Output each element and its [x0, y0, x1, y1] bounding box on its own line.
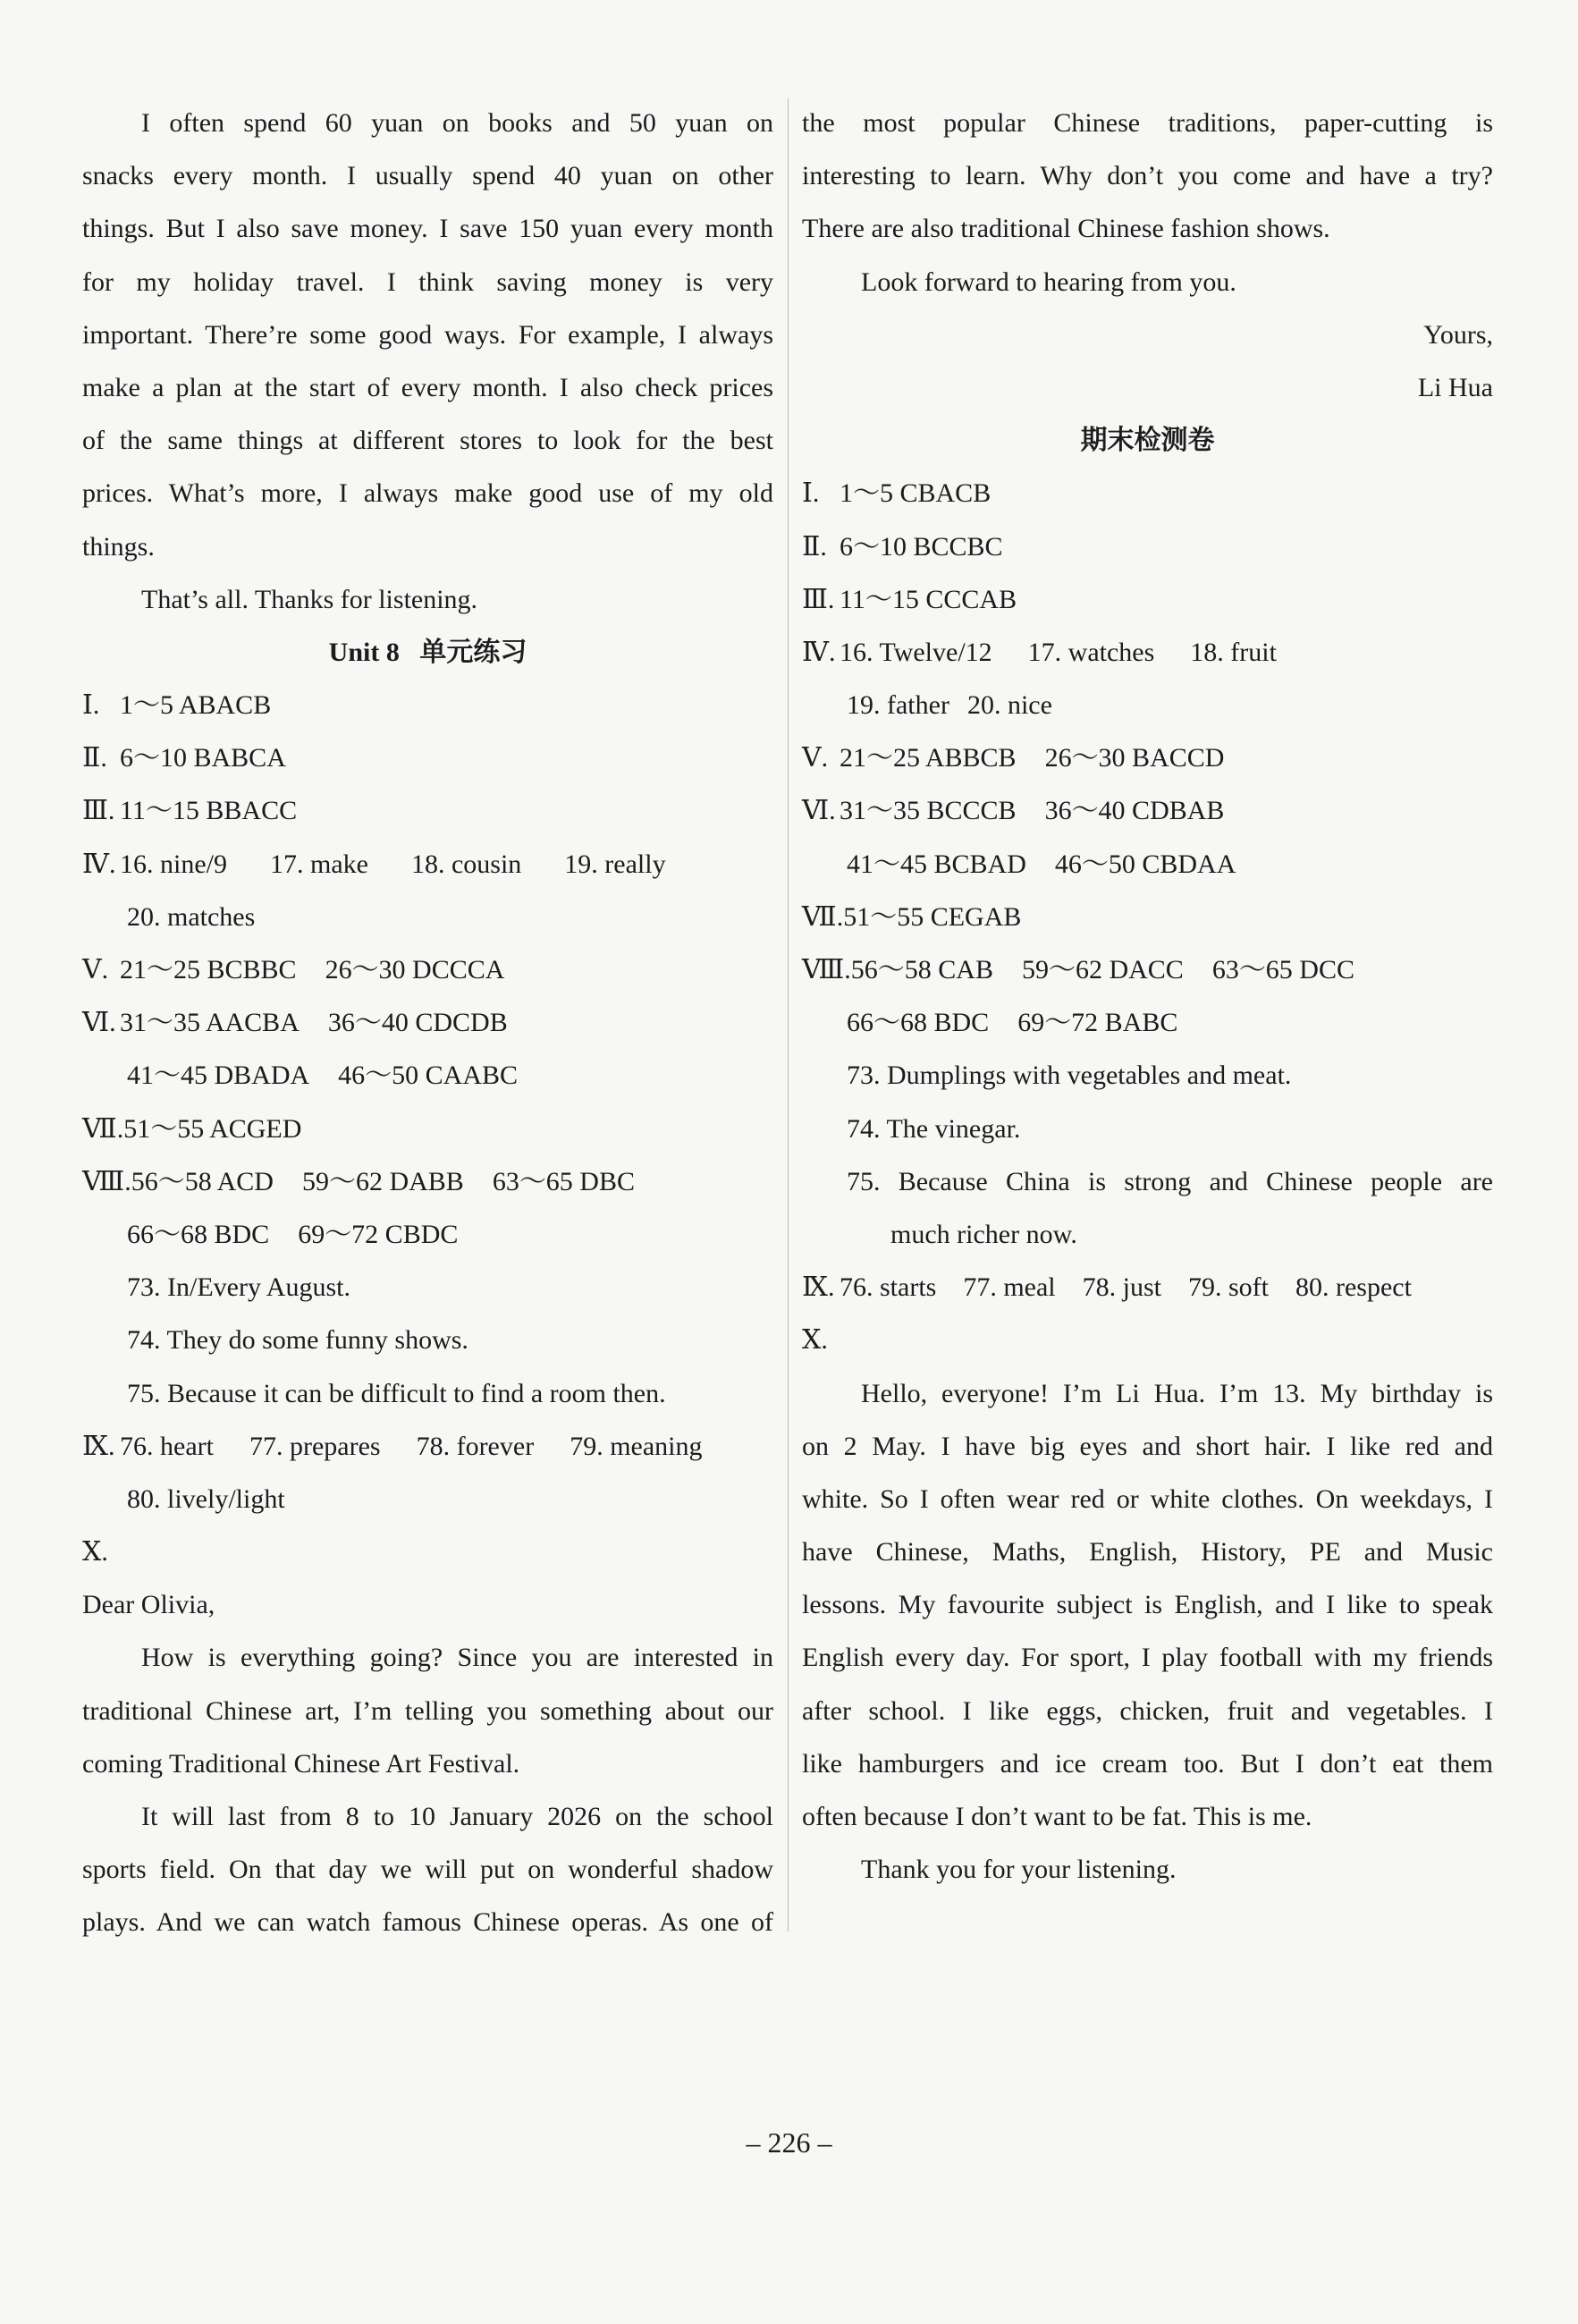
answer-text: 20. nice: [966, 690, 1052, 721]
answer-text: 51～55 ACGED: [123, 1113, 302, 1144]
answer-text: 20. matches: [127, 901, 256, 932]
answer-text: 80. respect: [1295, 1272, 1412, 1303]
answer-text: 41～45 BCBAD: [847, 849, 1026, 879]
right-column: [802, 97, 1493, 1896]
essay-line: prices. What’s more, I always make good use of my old: [82, 478, 773, 509]
answer-line: [802, 626, 1493, 679]
essay-line: I often spend 60 yuan on books and 50 yuan on: [141, 108, 773, 138]
letter-line: There are also traditional Chinese fashion shows.: [802, 214, 1330, 244]
roman-numeral: Ⅰ.: [82, 690, 100, 721]
roman-numeral: Ⅷ.: [82, 1166, 131, 1196]
essay-line: often because I don’t want to be fat. This is me.: [802, 1802, 1312, 1831]
answer-line: [82, 943, 773, 996]
answer-text: 46～50 CBDAA: [1054, 849, 1236, 879]
roman-numeral: Ⅴ.: [802, 743, 829, 773]
roman-numeral: Ⅰ.: [802, 478, 820, 509]
answer-line: [82, 1367, 773, 1420]
answer-line: [802, 996, 1493, 1049]
answer-line: [802, 943, 1493, 996]
answer-text: 79. soft: [1188, 1272, 1269, 1303]
answer-text: 80. lively/light: [127, 1483, 285, 1514]
answer-line: [82, 1155, 773, 1208]
page-number: – 226 –: [746, 2126, 832, 2159]
letter-line: interesting to learn. Why don’t you come and have a try?: [802, 161, 1493, 191]
letter-line: plays. And we can watch famous Chinese operas. As one of: [82, 1907, 773, 1938]
answer-text: 36～40 CDBAB: [1044, 796, 1225, 826]
answer-line: [82, 1208, 773, 1261]
answer-line: [82, 1049, 773, 1102]
roman-numeral: Ⅱ.: [802, 531, 827, 562]
answer-line: [802, 1261, 1493, 1314]
letter-line: sports field. On that day we will put on wonderful shadow: [82, 1855, 773, 1885]
answer-text: 19. father: [847, 690, 949, 721]
essay-line: English every day. For sport, I play football with my friends: [802, 1643, 1493, 1673]
essay-line: things.: [82, 531, 155, 562]
letter-line: traditional Chinese art, I’m telling you something about our: [82, 1695, 773, 1726]
answer-text: 78. just: [1082, 1272, 1161, 1303]
roman-numeral: Ⅹ.: [82, 1537, 108, 1568]
answer-text: 73. In/Every August.: [127, 1272, 350, 1303]
answer-line: 75. Because China is strong and Chinese people are: [847, 1166, 1493, 1196]
answer-text: 26～30 BACCD: [1044, 743, 1225, 773]
letter-line: It will last from 8 to 10 January 2026 on the school: [141, 1802, 773, 1831]
answer-text: 63～65 DBC: [492, 1166, 635, 1196]
answer-text: 41～45 DBADA: [127, 1061, 310, 1091]
letter-signature: Li Hua: [1417, 372, 1493, 402]
column-divider: [788, 98, 789, 1931]
essay-line: like hamburgers and ice cream too. But I don’t eat them: [802, 1748, 1493, 1779]
answer-line: [802, 679, 1493, 731]
essay-line: Thank you for your listening.: [861, 1855, 1177, 1885]
answer-line: [82, 891, 773, 943]
roman-numeral: Ⅱ.: [82, 743, 107, 773]
letter-line: Look forward to hearing from you.: [861, 266, 1236, 297]
answer-line: [82, 838, 773, 891]
answer-line: [82, 996, 773, 1049]
answer-text: 66～68 BDC: [847, 1008, 990, 1038]
answer-line: [802, 838, 1493, 891]
essay-line: Hello, everyone! I’m Li Hua. I’m 13. My birthday is: [861, 1378, 1493, 1408]
letter-line: the most popular Chinese traditions, paper-cutting is: [802, 108, 1493, 138]
answer-line: [82, 1314, 773, 1366]
answer-text: 51～55 CEGAB: [843, 901, 1022, 932]
essay-line: on 2 May. I have big eyes and short hair. I like red and: [802, 1431, 1493, 1461]
answer-text: 6～10 BCCBC: [840, 531, 1003, 562]
answer-text: 31～35 AACBA: [120, 1008, 300, 1038]
answer-text: 18. cousin: [410, 849, 522, 879]
answer-text: 76. heart: [120, 1431, 214, 1461]
essay-line: lessons. My favourite subject is English, and I like to speak: [802, 1590, 1493, 1620]
letter-line: Dear Olivia,: [82, 1590, 215, 1620]
answer-text: 56～58 CAB: [850, 955, 993, 985]
answer-line: [82, 1525, 773, 1578]
answer-text: 11～15 BBACC: [120, 796, 298, 826]
answer-line: [82, 1420, 773, 1473]
answer-line: [802, 784, 1493, 837]
answer-line: [82, 679, 773, 731]
section-title-unit8: Unit 8 单元练习: [328, 637, 527, 667]
answer-text: 69～72 CBDC: [298, 1219, 459, 1249]
roman-numeral: Ⅸ.: [82, 1431, 115, 1461]
section-title-final-exam: 期末检测卷: [1080, 426, 1215, 456]
essay-line: after school. I like eggs, chicken, fruit and vegetables. I: [802, 1695, 1493, 1726]
roman-numeral: Ⅸ.: [802, 1272, 835, 1303]
roman-numeral: Ⅴ.: [82, 955, 109, 985]
left-column: [82, 97, 773, 1949]
answer-text: 74. They do some funny shows.: [127, 1325, 468, 1356]
answer-text: 21～25 ABBCB: [840, 743, 1017, 773]
answer-line: [802, 891, 1493, 943]
answer-line: [802, 573, 1493, 626]
answer-text: 66～68 BDC: [127, 1219, 270, 1249]
answer-text: 21～25 BCBBC: [120, 955, 297, 985]
answer-line: much richer now.: [890, 1219, 1077, 1249]
answer-text: 1～5 CBACB: [840, 478, 992, 509]
answer-line: [82, 784, 773, 837]
essay-line: important. There’re some good ways. For example, I always: [82, 319, 773, 350]
answer-line: [802, 467, 1493, 520]
roman-numeral: Ⅵ.: [802, 796, 836, 826]
roman-numeral: Ⅲ.: [802, 584, 835, 614]
answer-line: [802, 1314, 1493, 1366]
roman-numeral: Ⅶ.: [802, 901, 844, 932]
essay-line: things. But I also save money. I save 150 yuan every month: [82, 214, 773, 244]
letter-closing: Yours,: [1423, 319, 1493, 350]
answer-text: 19. really: [564, 849, 666, 879]
answer-line: [802, 731, 1493, 784]
answer-text: 17. watches: [1027, 637, 1155, 667]
answer-line: 73. Dumplings with vegetables and meat.: [847, 1061, 1292, 1091]
letter-line: coming Traditional Chinese Art Festival.: [82, 1748, 520, 1779]
answer-text: 26～30 DCCCA: [325, 955, 505, 985]
answer-text: 79. meaning: [570, 1431, 703, 1461]
answer-text: 77. prepares: [249, 1431, 381, 1461]
answer-text: 77. meal: [963, 1272, 1056, 1303]
roman-numeral: Ⅶ.: [82, 1113, 124, 1144]
answer-line: [82, 731, 773, 784]
roman-numeral: Ⅳ.: [802, 637, 836, 667]
answer-line: [82, 1261, 773, 1314]
answer-line: [82, 1103, 773, 1155]
answer-line: 74. The vinegar.: [847, 1113, 1021, 1144]
answer-text: 16. nine/9: [120, 849, 227, 879]
answer-text: 36～40 CDCDB: [327, 1008, 508, 1038]
answer-text: 75. Because it can be difficult to find a room then.: [127, 1378, 666, 1408]
answer-text: 56～58 ACD: [131, 1166, 274, 1196]
answer-text: 1～5 ABACB: [120, 690, 272, 721]
roman-numeral: Ⅲ.: [82, 796, 115, 826]
roman-numeral: Ⅵ.: [82, 1008, 116, 1038]
answer-text: 59～62 DABB: [301, 1166, 464, 1196]
essay-line: for my holiday travel. I think saving money is very: [82, 266, 773, 297]
roman-numeral: Ⅳ.: [82, 849, 116, 879]
essay-line: of the same things at different stores to look for the best: [82, 426, 773, 456]
answer-text: 59～62 DACC: [1021, 955, 1184, 985]
answer-text: 31～35 BCCCB: [840, 796, 1017, 826]
essay-line: snacks every month. I usually spend 40 yuan on other: [82, 161, 773, 191]
essay-line: make a plan at the start of every month. I also check prices: [82, 372, 773, 402]
essay-line: white. So I often wear red or white clothes. On weekdays, I: [802, 1483, 1493, 1514]
answer-text: 69～72 BABC: [1017, 1008, 1178, 1038]
answer-text: 11～15 CCCAB: [840, 584, 1017, 614]
answer-text: 18. fruit: [1190, 637, 1277, 667]
answer-text: 16. Twelve/12: [840, 637, 992, 667]
answer-line: [802, 520, 1493, 573]
answer-text: 78. forever: [416, 1431, 535, 1461]
roman-numeral: Ⅷ.: [802, 955, 851, 985]
essay-line: That’s all. Thanks for listening.: [141, 584, 478, 614]
essay-line: have Chinese, Maths, English, History, PE and Music: [802, 1537, 1493, 1568]
answer-text: 63～65 DCC: [1211, 955, 1354, 985]
answer-text: 76. starts: [840, 1272, 937, 1303]
letter-line: How is everything going? Since you are interested in: [141, 1643, 773, 1673]
answer-line: [82, 1473, 773, 1525]
answer-text: 46～50 CAABC: [338, 1061, 519, 1091]
roman-numeral: Ⅹ.: [802, 1325, 828, 1356]
answer-text: 17. make: [270, 849, 368, 879]
answer-text: 6～10 BABCA: [120, 743, 286, 773]
